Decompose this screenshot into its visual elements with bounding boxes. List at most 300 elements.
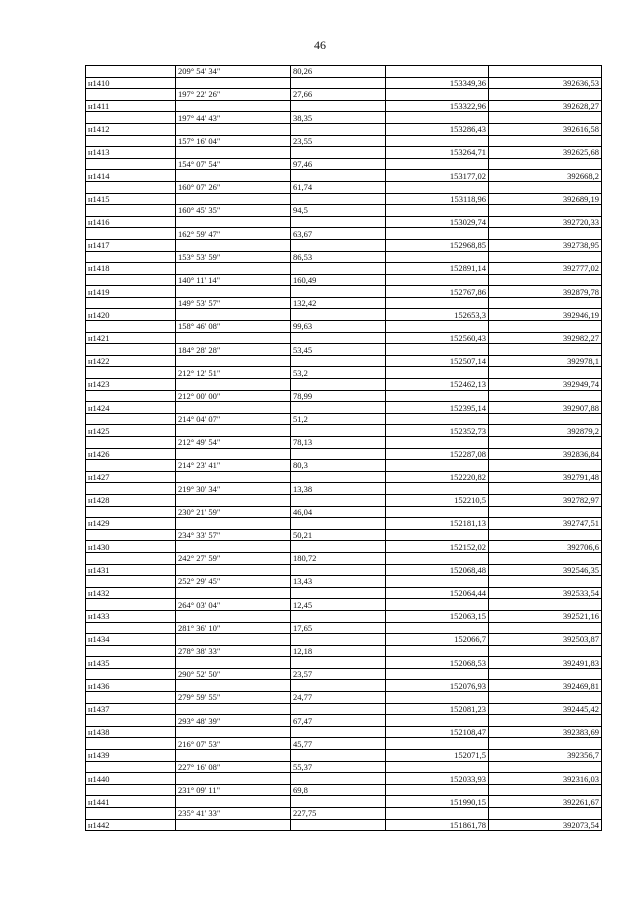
point-y: 392978,1: [489, 355, 602, 367]
point-y: 392261,67: [489, 796, 602, 808]
point-y: 392521,16: [489, 610, 602, 622]
segment-angle: 154° 07' 54": [176, 158, 291, 170]
empty-cell: [291, 610, 386, 622]
point-row: [86, 494, 602, 506]
empty-cell: [176, 100, 291, 112]
empty-cell: [176, 332, 291, 344]
point-x: 153322,96: [386, 100, 489, 112]
segment-length: 51,2: [291, 413, 386, 425]
empty-cell: [291, 518, 386, 530]
point-x: 152891,14: [386, 263, 489, 275]
segment-angle: 212° 12' 51": [176, 367, 291, 379]
empty-cell: [291, 379, 386, 391]
point-x: 152560,43: [386, 332, 489, 344]
empty-cell: [291, 471, 386, 483]
empty-cell: [291, 216, 386, 228]
empty-cell: [489, 181, 602, 193]
point-row: [86, 355, 602, 367]
empty-cell: [291, 170, 386, 182]
point-y: 392982,27: [489, 332, 602, 344]
segment-length: 38,35: [291, 112, 386, 124]
point-x: 152210,5: [386, 494, 489, 506]
point-y: 392628,27: [489, 100, 602, 112]
point-y: 392706,6: [489, 541, 602, 553]
point-x: 152968,85: [386, 239, 489, 251]
empty-cell: [86, 599, 176, 611]
point-x: 152287,08: [386, 448, 489, 460]
empty-cell: [386, 692, 489, 704]
segment-row: [86, 274, 602, 286]
empty-cell: [86, 552, 176, 564]
point-x: 152064,44: [386, 587, 489, 599]
point-y: 392689,19: [489, 193, 602, 205]
point-y: 392791,48: [489, 471, 602, 483]
segment-row: [86, 692, 602, 704]
point-name: н1422: [86, 355, 176, 367]
empty-cell: [86, 506, 176, 518]
empty-cell: [86, 715, 176, 727]
point-x: 152066,7: [386, 634, 489, 646]
empty-cell: [386, 460, 489, 472]
point-row: [86, 286, 602, 298]
empty-cell: [291, 100, 386, 112]
segment-length: 180,72: [291, 552, 386, 564]
point-row: [86, 796, 602, 808]
empty-cell: [176, 286, 291, 298]
empty-cell: [291, 773, 386, 785]
point-y: 392907,88: [489, 402, 602, 414]
segment-row: [86, 66, 602, 78]
empty-cell: [386, 483, 489, 495]
point-x: 152068,53: [386, 657, 489, 669]
segment-angle: 231° 09' 11": [176, 784, 291, 796]
point-y: 392747,51: [489, 518, 602, 530]
empty-cell: [86, 158, 176, 170]
empty-cell: [489, 645, 602, 657]
point-x: 152462,13: [386, 379, 489, 391]
empty-cell: [86, 784, 176, 796]
segment-row: [86, 483, 602, 495]
point-y: 392469,81: [489, 680, 602, 692]
point-row: [86, 193, 602, 205]
point-row: [86, 680, 602, 692]
empty-cell: [489, 808, 602, 820]
empty-cell: [386, 715, 489, 727]
empty-cell: [291, 332, 386, 344]
segment-angle: 235° 41' 33": [176, 808, 291, 820]
empty-cell: [489, 66, 602, 78]
point-y: 392616,58: [489, 123, 602, 135]
point-name: н1438: [86, 726, 176, 738]
segment-row: [86, 552, 602, 564]
segment-angle: 279° 59' 55": [176, 692, 291, 704]
point-row: [86, 541, 602, 553]
point-y: 392636,53: [489, 77, 602, 89]
empty-cell: [176, 518, 291, 530]
empty-cell: [291, 263, 386, 275]
empty-cell: [386, 668, 489, 680]
empty-cell: [176, 610, 291, 622]
segment-angle: 234° 33' 57": [176, 529, 291, 541]
point-y: 392445,42: [489, 703, 602, 715]
segment-angle: 214° 23' 41": [176, 460, 291, 472]
segment-length: 99,63: [291, 321, 386, 333]
segment-angle: 219° 30' 34": [176, 483, 291, 495]
point-row: [86, 425, 602, 437]
segment-length: 97,46: [291, 158, 386, 170]
empty-cell: [291, 425, 386, 437]
point-x: 153177,02: [386, 170, 489, 182]
point-row: [86, 402, 602, 414]
point-row: [86, 309, 602, 321]
empty-cell: [176, 402, 291, 414]
empty-cell: [291, 147, 386, 159]
segment-row: [86, 158, 602, 170]
empty-cell: [386, 552, 489, 564]
point-row: [86, 564, 602, 576]
point-row: [86, 170, 602, 182]
empty-cell: [386, 506, 489, 518]
point-name: н1433: [86, 610, 176, 622]
empty-cell: [86, 738, 176, 750]
segment-angle: 160° 07' 26": [176, 181, 291, 193]
point-x: 152767,86: [386, 286, 489, 298]
empty-cell: [386, 66, 489, 78]
empty-cell: [176, 703, 291, 715]
empty-cell: [176, 657, 291, 669]
segment-angle: 227° 16' 08": [176, 761, 291, 773]
point-name: н1411: [86, 100, 176, 112]
empty-cell: [291, 680, 386, 692]
point-y: 392782,97: [489, 494, 602, 506]
segment-row: [86, 367, 602, 379]
empty-cell: [86, 297, 176, 309]
empty-cell: [176, 147, 291, 159]
segment-angle: 140° 11' 14": [176, 274, 291, 286]
point-name: н1428: [86, 494, 176, 506]
segment-row: [86, 784, 602, 796]
empty-cell: [386, 135, 489, 147]
empty-cell: [386, 205, 489, 217]
segment-length: 12,18: [291, 645, 386, 657]
empty-cell: [489, 738, 602, 750]
point-row: [86, 773, 602, 785]
empty-cell: [489, 413, 602, 425]
segment-length: 160,49: [291, 274, 386, 286]
empty-cell: [489, 599, 602, 611]
empty-cell: [86, 66, 176, 78]
point-x: 152395,14: [386, 402, 489, 414]
segment-row: [86, 437, 602, 449]
point-y: 392316,03: [489, 773, 602, 785]
empty-cell: [489, 784, 602, 796]
segment-row: [86, 181, 602, 193]
point-name: н1436: [86, 680, 176, 692]
point-row: [86, 147, 602, 159]
empty-cell: [291, 703, 386, 715]
empty-cell: [86, 761, 176, 773]
segment-length: 55,37: [291, 761, 386, 773]
empty-cell: [86, 89, 176, 101]
empty-cell: [291, 587, 386, 599]
point-x: 152033,93: [386, 773, 489, 785]
empty-cell: [489, 437, 602, 449]
point-row: [86, 123, 602, 135]
empty-cell: [489, 576, 602, 588]
empty-cell: [386, 599, 489, 611]
segment-row: [86, 228, 602, 240]
segment-length: 94,5: [291, 205, 386, 217]
point-x: 151990,15: [386, 796, 489, 808]
empty-cell: [86, 135, 176, 147]
point-row: [86, 216, 602, 228]
segment-length: 227,75: [291, 808, 386, 820]
empty-cell: [489, 483, 602, 495]
segment-angle: 252° 29' 45": [176, 576, 291, 588]
empty-cell: [86, 460, 176, 472]
point-row: [86, 703, 602, 715]
point-y: 392879,78: [489, 286, 602, 298]
empty-cell: [176, 773, 291, 785]
empty-cell: [86, 112, 176, 124]
segment-length: 69,8: [291, 784, 386, 796]
point-y: 392720,33: [489, 216, 602, 228]
point-name: н1435: [86, 657, 176, 669]
empty-cell: [86, 645, 176, 657]
segment-length: 78,99: [291, 390, 386, 402]
segment-length: 27,66: [291, 89, 386, 101]
segment-angle: 158° 46' 08": [176, 321, 291, 333]
empty-cell: [291, 657, 386, 669]
empty-cell: [489, 228, 602, 240]
point-y: 392738,95: [489, 239, 602, 251]
point-name: н1430: [86, 541, 176, 553]
empty-cell: [489, 622, 602, 634]
point-name: н1416: [86, 216, 176, 228]
empty-cell: [386, 437, 489, 449]
segment-angle: 197° 44' 43": [176, 112, 291, 124]
segment-angle: 230° 21' 59": [176, 506, 291, 518]
coordinates-table: [85, 65, 602, 831]
segment-row: [86, 599, 602, 611]
empty-cell: [176, 77, 291, 89]
segment-length: 50,21: [291, 529, 386, 541]
segment-length: 23,57: [291, 668, 386, 680]
point-row: [86, 634, 602, 646]
empty-cell: [176, 193, 291, 205]
point-x: 152068,48: [386, 564, 489, 576]
point-y: 392503,87: [489, 634, 602, 646]
point-name: н1423: [86, 379, 176, 391]
empty-cell: [176, 239, 291, 251]
point-y: 392546,35: [489, 564, 602, 576]
segment-length: 53,2: [291, 367, 386, 379]
empty-cell: [291, 193, 386, 205]
empty-cell: [489, 529, 602, 541]
point-name: н1418: [86, 263, 176, 275]
point-x: 151861,78: [386, 819, 489, 831]
point-name: н1419: [86, 286, 176, 298]
empty-cell: [386, 413, 489, 425]
empty-cell: [386, 181, 489, 193]
point-row: [86, 750, 602, 762]
point-row: [86, 471, 602, 483]
segment-row: [86, 297, 602, 309]
empty-cell: [489, 89, 602, 101]
empty-cell: [176, 494, 291, 506]
empty-cell: [176, 726, 291, 738]
segment-angle: 197° 22' 26": [176, 89, 291, 101]
segment-row: [86, 576, 602, 588]
segment-angle: 216° 07' 53": [176, 738, 291, 750]
segment-length: 12,45: [291, 599, 386, 611]
point-x: 152108,47: [386, 726, 489, 738]
empty-cell: [86, 437, 176, 449]
segment-row: [86, 460, 602, 472]
segment-angle: 212° 00' 00": [176, 390, 291, 402]
empty-cell: [489, 715, 602, 727]
point-y: 392836,84: [489, 448, 602, 460]
point-y: 392356,7: [489, 750, 602, 762]
point-y: 392533,54: [489, 587, 602, 599]
empty-cell: [291, 494, 386, 506]
segment-row: [86, 761, 602, 773]
point-y: 392668,2: [489, 170, 602, 182]
empty-cell: [386, 158, 489, 170]
empty-cell: [489, 205, 602, 217]
empty-cell: [489, 460, 602, 472]
point-name: н1410: [86, 77, 176, 89]
segment-length: 78,13: [291, 437, 386, 449]
segment-angle: 264° 03' 04": [176, 599, 291, 611]
segment-row: [86, 89, 602, 101]
point-row: [86, 263, 602, 275]
page-number: 46: [314, 38, 326, 52]
empty-cell: [291, 123, 386, 135]
segment-length: 17,65: [291, 622, 386, 634]
point-x: 152152,02: [386, 541, 489, 553]
empty-cell: [86, 668, 176, 680]
point-row: [86, 332, 602, 344]
empty-cell: [176, 170, 291, 182]
segment-angle: 160° 45' 35": [176, 205, 291, 217]
segment-angle: 278° 38' 33": [176, 645, 291, 657]
segment-row: [86, 205, 602, 217]
point-x: 152063,15: [386, 610, 489, 622]
segment-length: 67,47: [291, 715, 386, 727]
point-row: [86, 77, 602, 89]
point-x: 152352,73: [386, 425, 489, 437]
empty-cell: [386, 89, 489, 101]
empty-cell: [86, 344, 176, 356]
empty-cell: [386, 808, 489, 820]
empty-cell: [86, 251, 176, 263]
empty-cell: [386, 112, 489, 124]
empty-cell: [291, 796, 386, 808]
point-name: н1440: [86, 773, 176, 785]
empty-cell: [176, 471, 291, 483]
point-name: н1439: [86, 750, 176, 762]
point-y: 392625,68: [489, 147, 602, 159]
segment-length: 61,74: [291, 181, 386, 193]
empty-cell: [489, 158, 602, 170]
point-name: н1442: [86, 819, 176, 831]
empty-cell: [386, 251, 489, 263]
empty-cell: [86, 622, 176, 634]
point-row: [86, 819, 602, 831]
point-name: н1412: [86, 123, 176, 135]
empty-cell: [489, 112, 602, 124]
empty-cell: [489, 552, 602, 564]
point-name: н1434: [86, 634, 176, 646]
empty-cell: [176, 634, 291, 646]
point-y: 392949,74: [489, 379, 602, 391]
point-y: 392383,69: [489, 726, 602, 738]
segment-row: [86, 112, 602, 124]
empty-cell: [489, 251, 602, 263]
empty-cell: [386, 784, 489, 796]
empty-cell: [176, 379, 291, 391]
empty-cell: [176, 819, 291, 831]
empty-cell: [489, 761, 602, 773]
empty-cell: [386, 761, 489, 773]
empty-cell: [291, 541, 386, 553]
segment-angle: 184° 28' 28": [176, 344, 291, 356]
empty-cell: [386, 622, 489, 634]
point-y: 392879,2: [489, 425, 602, 437]
point-name: н1437: [86, 703, 176, 715]
segment-length: 13,43: [291, 576, 386, 588]
empty-cell: [86, 808, 176, 820]
segment-row: [86, 506, 602, 518]
segment-row: [86, 390, 602, 402]
empty-cell: [489, 506, 602, 518]
empty-cell: [489, 692, 602, 704]
empty-cell: [291, 448, 386, 460]
segment-angle: 290° 52' 50": [176, 668, 291, 680]
empty-cell: [176, 448, 291, 460]
empty-cell: [291, 286, 386, 298]
empty-cell: [291, 726, 386, 738]
point-name: н1415: [86, 193, 176, 205]
point-name: н1432: [86, 587, 176, 599]
point-y: 392946,19: [489, 309, 602, 321]
point-y: 392777,02: [489, 263, 602, 275]
empty-cell: [86, 483, 176, 495]
empty-cell: [176, 680, 291, 692]
point-x: 153349,36: [386, 77, 489, 89]
segment-angle: 214° 04' 07": [176, 413, 291, 425]
segment-row: [86, 715, 602, 727]
segment-angle: 242° 27' 59": [176, 552, 291, 564]
empty-cell: [86, 529, 176, 541]
point-y: 392491,83: [489, 657, 602, 669]
empty-cell: [176, 123, 291, 135]
segment-length: 45,77: [291, 738, 386, 750]
empty-cell: [386, 321, 489, 333]
point-x: 152081,23: [386, 703, 489, 715]
empty-cell: [386, 645, 489, 657]
empty-cell: [86, 576, 176, 588]
segment-angle: 162° 59' 47": [176, 228, 291, 240]
empty-cell: [291, 750, 386, 762]
point-x: 152071,5: [386, 750, 489, 762]
segment-angle: 281° 36' 10": [176, 622, 291, 634]
point-row: [86, 448, 602, 460]
point-x: 152653,3: [386, 309, 489, 321]
empty-cell: [489, 344, 602, 356]
segment-angle: 209° 54' 34": [176, 66, 291, 78]
